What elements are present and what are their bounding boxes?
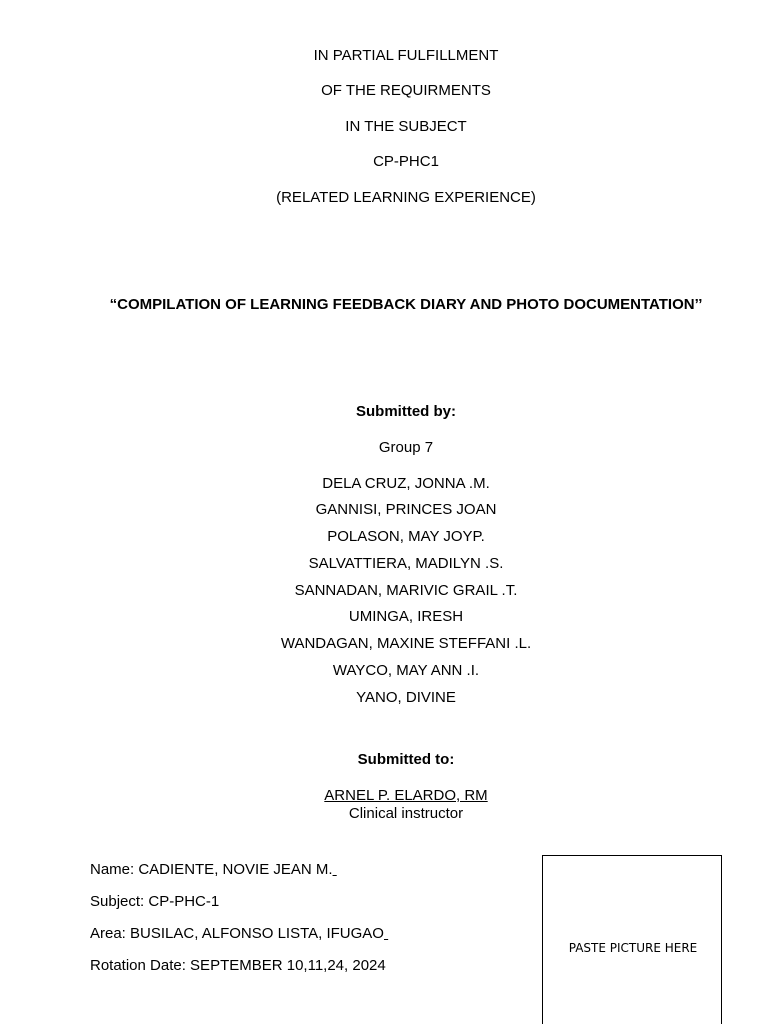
member-name: POLASON, MAY JOYP.	[327, 528, 485, 545]
heading-line-4: CP-PHC1	[373, 153, 439, 170]
member-name: GANNISI, PRINCES JOAN	[315, 501, 497, 518]
picture-placeholder-box	[542, 855, 722, 1024]
member-name: SALVATTIERA, MADILYN .S.	[308, 555, 504, 572]
member-name: UMINGA, IRESH	[348, 608, 464, 625]
underline-blank	[333, 861, 339, 879]
heading-line-5: (RELATED LEARNING EXPERIENCE)	[276, 189, 536, 206]
group-name: Group 7	[378, 439, 434, 456]
member-name: DELA CRUZ, JONNA .M.	[322, 475, 490, 492]
member-name: YANO, DIVINE	[356, 689, 456, 706]
student-area: Area: BUSILAC, ALFONSO LISTA, IFUGAO	[90, 925, 384, 942]
heading-line-2: OF THE REQUIRMENTS	[321, 82, 491, 99]
member-name: SANNADAN, MARIVIC GRAIL .T.	[294, 582, 518, 599]
heading-line-3: IN THE SUBJECT	[345, 118, 467, 135]
instructor-name-line	[0, 787, 768, 805]
submitted-to-label: Submitted to:	[357, 751, 455, 768]
student-area-line	[90, 925, 388, 943]
member-name: WAYCO, MAY ANN .I.	[332, 662, 480, 679]
picture-placeholder-label: PASTE PICTURE HERE	[568, 941, 698, 955]
instructor-name: ARNEL P. ELARDO, RM	[324, 787, 488, 804]
submitted-by-label: Submitted by:	[356, 403, 456, 420]
underline-blank	[384, 925, 388, 943]
student-name: Name: CADIENTE, NOVIE JEAN M.	[90, 861, 333, 878]
document-title: “COMPILATION OF LEARNING FEEDBACK DIARY AND PHOTO DOCUMENTATION’’	[109, 296, 703, 313]
student-name-line	[90, 861, 339, 879]
instructor-role: Clinical instructor	[348, 805, 464, 822]
rotation-date: Rotation Date: SEPTEMBER 10,11,24, 2024	[90, 957, 386, 974]
member-name: WANDAGAN, MAXINE STEFFANI .L.	[280, 635, 532, 652]
heading-line-1: IN PARTIAL FULFILLMENT	[313, 47, 499, 64]
student-subject: Subject: CP-PHC-1	[90, 893, 220, 910]
